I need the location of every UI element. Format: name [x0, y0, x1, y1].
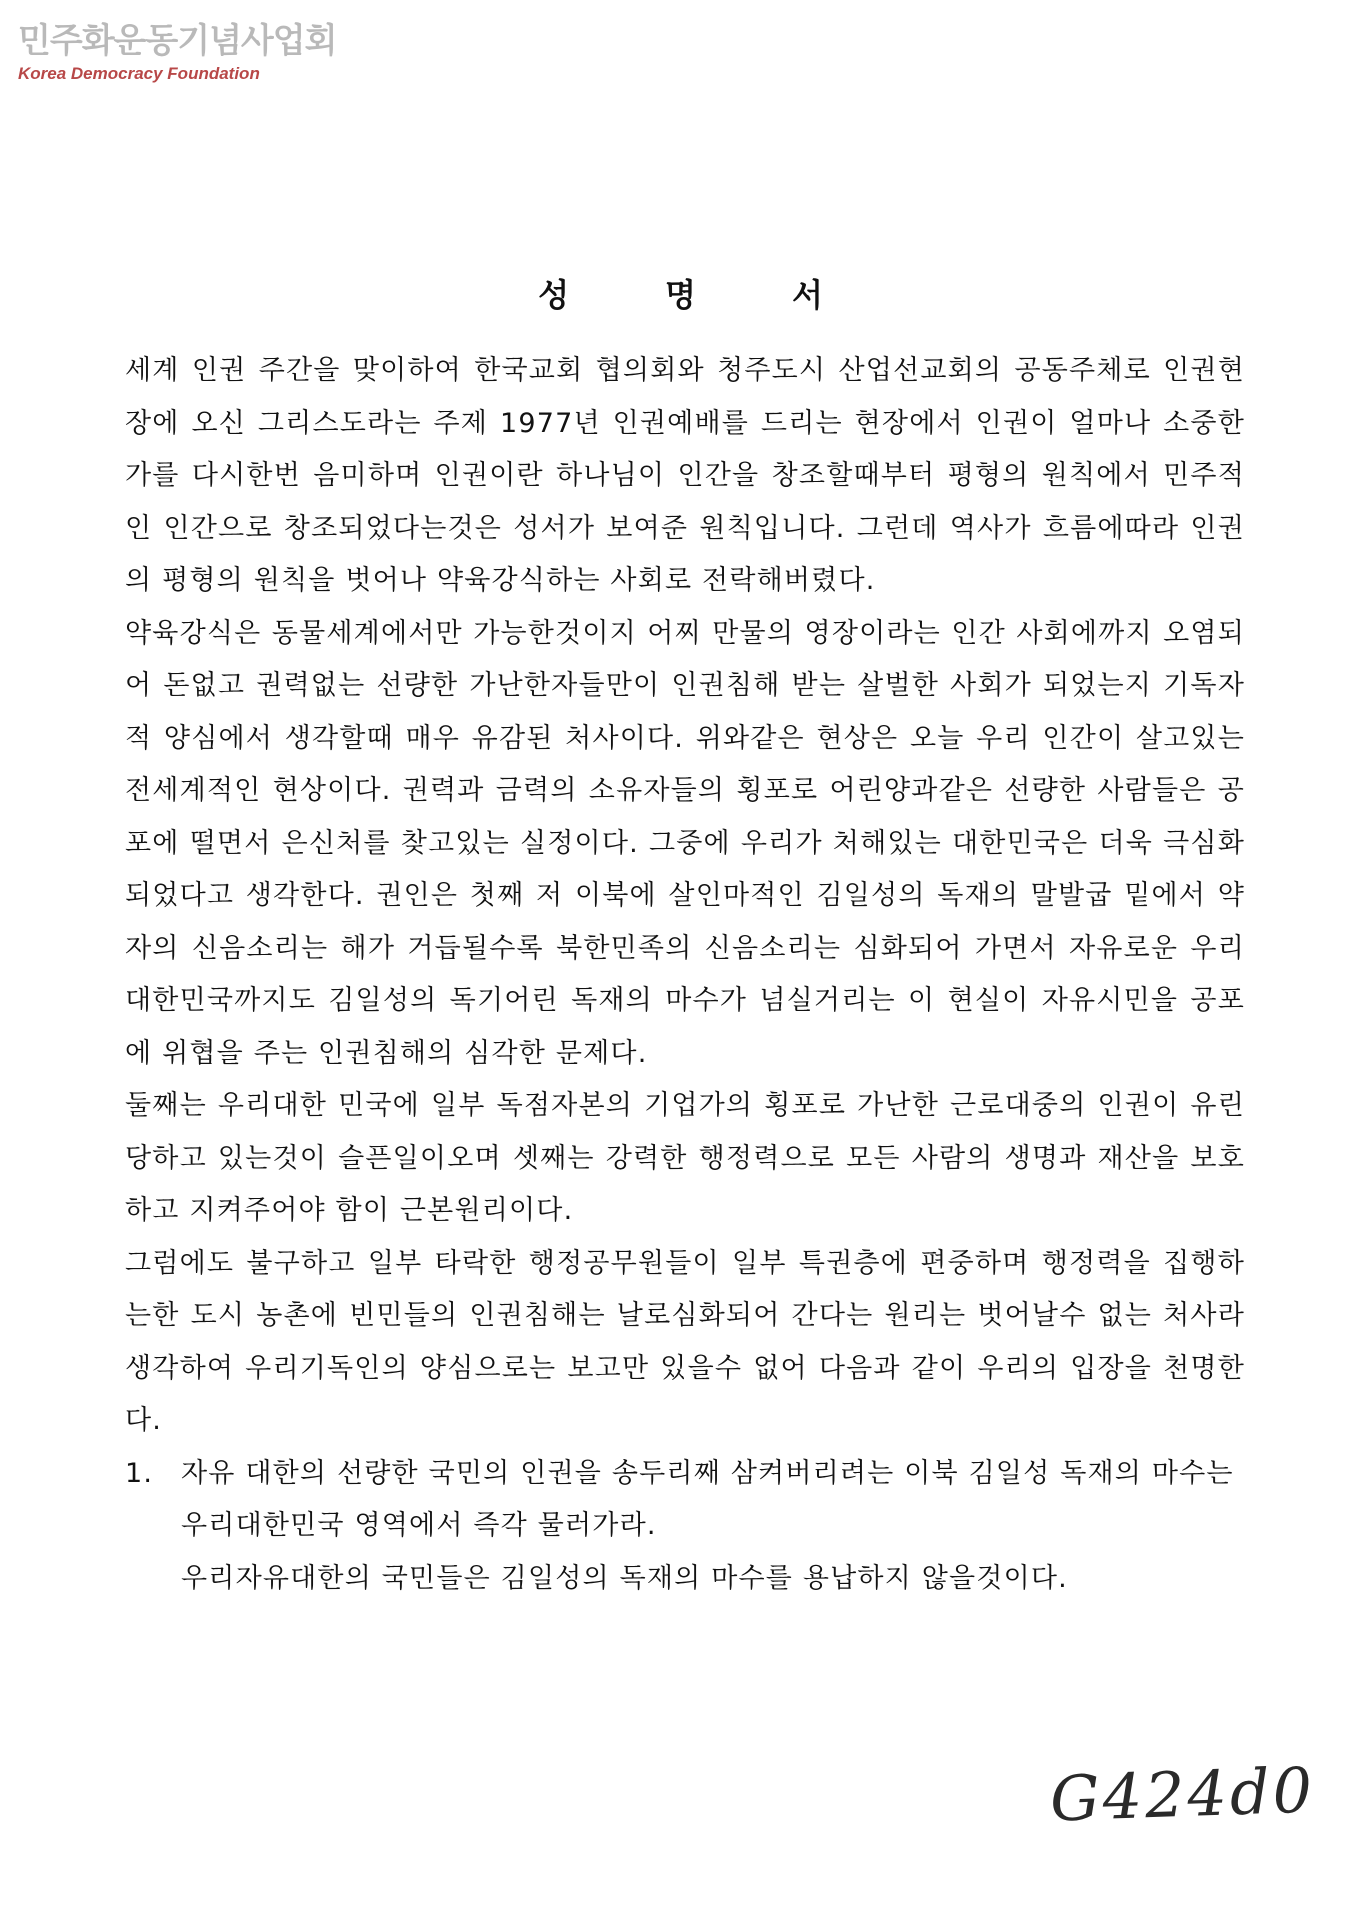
document-body	[125, 345, 1245, 1605]
closing-line: 우리자유대한의 국민들은 김일성의 독재의 마수를 용납하지 않을것이다.	[181, 1562, 1068, 1594]
watermark-korean: 민주화운동기념사업회	[18, 21, 337, 61]
watermark-english: Korea Democracy Foundation	[18, 64, 260, 83]
paragraph-declaration-lead: 그럼에도 불구하고 일부 타락한 행정공무원들이 일부 특권층에 편중하며 행정력을 집행하는한 도시 농촌에 빈민들의 인권침해는 날로심화되어 간다는 원리는 벗어날수 없는 처사라 생각하여 우리기독인의 양심으로는 보고만 있을수 없어 다음과 같이 우리의 입장을 천명한다.	[125, 1247, 1245, 1436]
document-title: 성명서	[538, 276, 919, 314]
declaration-item-number: 1.	[125, 1457, 154, 1489]
declaration-item-text: 자유 대한의 선량한 국민의 인권을 송두리째 삼켜버리려는 이북 김일성 독재의 마수는 우리대한민국 영역에서 즉각 물러가라.	[181, 1457, 1234, 1541]
paragraph-intro: 세계 인권 주간을 맞이하여 한국교회 협의회와 청주도시 산업선교회의 공동주체로 인권현장에 오신 그리스도라는 주제 1977년 인권예배를 드리는 현장에서 인권이 얼마나 소중한가를 다시한번 음미하며 인권이란 하나님이 인간을 창조할때부터 평형의 원칙에서 민주적인 인간으로 창조되었다는것은 성서가 보여준 원칙입니다. 그런데 역사가 흐름에따라 인권의 평형의 원칙을 벗어나 약육강식하는 사회로 전락해버렸다.	[125, 355, 1245, 596]
foundation-watermark	[18, 20, 337, 84]
paragraph-second-third-points: 둘째는 우리대한 민국에 일부 독점자본의 기업가의 횡포로 가난한 근로대중의 인권이 유린당하고 있는것이 슬픈일이오며 셋째는 강력한 행정력으로 모든 사람의 생명과 재산을 보호하고 지켜주어야 함이 근본원리이다.	[125, 1090, 1245, 1226]
paragraph-human-rights-violations: 약육강식은 동물세계에서만 가능한것이지 어찌 만물의 영장이라는 인간 사회에까지 오염되어 돈없고 권력없는 선량한 가난한자들만이 인권침해 받는 살벌한 사회가 되었는지 기독자적 양심에서 생각할때 매우 유감된 처사이다. 위와같은 현상은 오늘 우리 인간이 살고있는 전세계적인 현상이다. 권력과 금력의 소유자들의 횡포로 어린양과같은 선량한 사람들은 공포에 떨면서 은신처를 찾고있는 실정이다. 그중에 우리가 처해있는 대한민국은 더욱 극심화되었다고 생각한다. 권인은 첫째 저 이북에 살인마적인 김일성의 독재의 말발굽 밑에서 약자의 신음소리는 해가 거듭될수록 북한민족의 신음소리는 심화되어 가면서 자유로운 우리대한민국까지도 김일성의 독기어린 독재의 마수가 넘실거리는 이 현실이 자유시민을 공포에 위협을 주는 인권침해의 심각한 문제다.	[125, 617, 1245, 1069]
handwritten-archive-number: G424d0	[1048, 1753, 1317, 1836]
declaration-item	[125, 1448, 1245, 1553]
